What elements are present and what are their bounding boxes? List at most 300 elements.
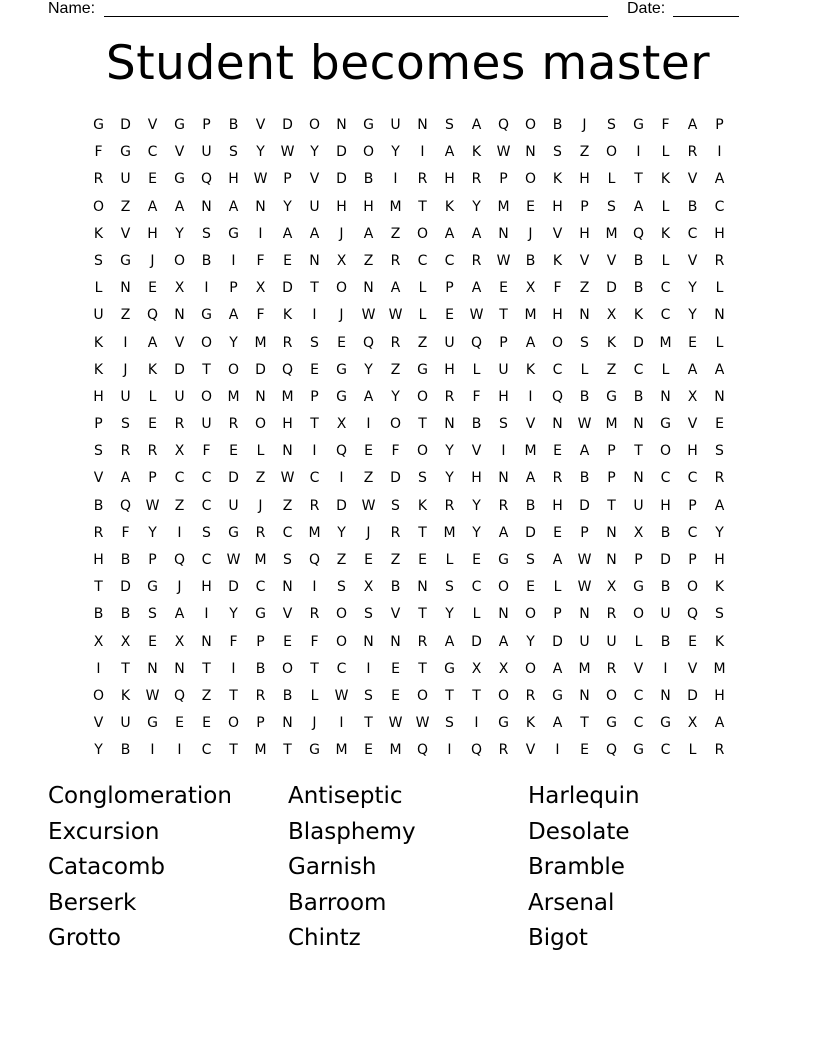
- grid-letter[interactable]: D: [606, 280, 617, 297]
- grid-letter[interactable]: E: [364, 742, 373, 759]
- grid-letter[interactable]: P: [607, 443, 616, 460]
- grid-letter[interactable]: N: [498, 225, 509, 242]
- grid-letter[interactable]: Y: [445, 443, 454, 460]
- grid-letter[interactable]: W: [388, 715, 403, 732]
- grid-letter[interactable]: N: [579, 606, 590, 623]
- grid-letter[interactable]: G: [498, 715, 509, 732]
- grid-letter[interactable]: B: [633, 388, 644, 405]
- grid-letter[interactable]: Q: [335, 443, 348, 460]
- grid-letter[interactable]: O: [524, 606, 537, 623]
- grid-letter[interactable]: Y: [688, 280, 697, 297]
- grid-letter[interactable]: N: [417, 579, 428, 596]
- grid-letter[interactable]: K: [147, 361, 158, 378]
- grid-letter[interactable]: N: [255, 388, 266, 405]
- grid-letter[interactable]: Q: [281, 361, 294, 378]
- grid-letter[interactable]: G: [309, 742, 320, 759]
- grid-letter[interactable]: L: [661, 252, 670, 269]
- grid-letter[interactable]: O: [497, 579, 510, 596]
- grid-letter[interactable]: N: [174, 307, 185, 324]
- grid-letter[interactable]: L: [472, 606, 481, 623]
- grid-letter[interactable]: O: [524, 660, 537, 677]
- grid-letter[interactable]: I: [339, 470, 344, 487]
- grid-letter[interactable]: O: [389, 416, 402, 433]
- grid-letter[interactable]: N: [255, 198, 266, 215]
- grid-letter[interactable]: J: [258, 497, 263, 514]
- grid-letter[interactable]: E: [580, 742, 589, 759]
- grid-letter[interactable]: J: [528, 225, 533, 242]
- grid-letter[interactable]: N: [579, 307, 590, 324]
- grid-letter[interactable]: Y: [175, 225, 184, 242]
- grid-letter[interactable]: K: [120, 687, 131, 704]
- grid-letter[interactable]: S: [715, 606, 724, 623]
- grid-letter[interactable]: D: [687, 687, 698, 704]
- grid-letter[interactable]: A: [525, 470, 536, 487]
- grid-letter[interactable]: W: [469, 307, 484, 324]
- grid-letter[interactable]: N: [714, 307, 725, 324]
- grid-letter[interactable]: N: [282, 715, 293, 732]
- grid-letter[interactable]: R: [471, 171, 482, 188]
- grid-letter[interactable]: C: [714, 198, 725, 215]
- grid-letter[interactable]: M: [389, 198, 402, 215]
- grid-letter[interactable]: G: [633, 117, 644, 133]
- grid-letter[interactable]: S: [499, 416, 508, 433]
- grid-letter[interactable]: O: [227, 715, 240, 732]
- grid-letter[interactable]: R: [687, 144, 698, 161]
- grid-letter[interactable]: S: [364, 606, 373, 623]
- grid-letter[interactable]: P: [553, 606, 562, 623]
- grid-letter[interactable]: A: [363, 225, 374, 242]
- grid-letter[interactable]: T: [283, 742, 292, 759]
- grid-letter[interactable]: T: [418, 524, 427, 541]
- grid-letter[interactable]: L: [661, 198, 670, 215]
- grid-letter[interactable]: V: [687, 171, 698, 188]
- grid-letter[interactable]: B: [282, 687, 293, 704]
- grid-letter[interactable]: R: [390, 252, 401, 269]
- grid-letter[interactable]: Q: [686, 606, 699, 623]
- grid-letter[interactable]: D: [120, 579, 131, 596]
- grid-letter[interactable]: N: [525, 144, 536, 161]
- grid-letter[interactable]: O: [362, 144, 375, 161]
- grid-letter[interactable]: C: [282, 524, 293, 541]
- grid-letter[interactable]: Q: [551, 388, 564, 405]
- grid-letter[interactable]: H: [660, 497, 671, 514]
- grid-letter[interactable]: N: [552, 416, 563, 433]
- grid-letter[interactable]: T: [94, 579, 103, 596]
- grid-letter[interactable]: R: [417, 633, 428, 650]
- grid-letter[interactable]: F: [256, 252, 265, 269]
- grid-letter[interactable]: O: [416, 225, 429, 242]
- grid-letter[interactable]: X: [525, 280, 536, 297]
- grid-letter[interactable]: H: [552, 198, 563, 215]
- grid-letter[interactable]: M: [254, 334, 267, 351]
- grid-letter[interactable]: W: [577, 579, 592, 596]
- grid-letter[interactable]: G: [498, 552, 509, 568]
- grid-letter[interactable]: F: [121, 524, 130, 541]
- grid-letter[interactable]: Q: [470, 742, 483, 759]
- grid-letter[interactable]: S: [202, 524, 211, 541]
- grid-letter[interactable]: M: [308, 524, 321, 541]
- grid-letter[interactable]: O: [200, 388, 213, 405]
- grid-letter[interactable]: P: [148, 470, 157, 487]
- grid-letter[interactable]: Q: [173, 552, 186, 568]
- grid-letter[interactable]: A: [714, 497, 725, 514]
- grid-letter[interactable]: C: [660, 470, 671, 487]
- grid-letter[interactable]: C: [201, 742, 212, 759]
- grid-letter[interactable]: R: [282, 334, 293, 351]
- grid-letter[interactable]: X: [606, 307, 617, 324]
- grid-letter[interactable]: U: [120, 715, 131, 732]
- grid-letter[interactable]: W: [361, 497, 376, 514]
- grid-letter[interactable]: P: [499, 334, 508, 351]
- grid-letter[interactable]: Q: [200, 171, 213, 188]
- grid-letter[interactable]: I: [231, 660, 236, 677]
- grid-letter[interactable]: R: [255, 687, 266, 704]
- grid-letter[interactable]: A: [147, 198, 158, 215]
- grid-letter[interactable]: U: [93, 307, 104, 324]
- grid-letter[interactable]: B: [552, 117, 563, 133]
- grid-letter[interactable]: I: [663, 660, 668, 677]
- grid-letter[interactable]: C: [201, 470, 212, 487]
- grid-letter[interactable]: P: [445, 280, 454, 297]
- grid-letter[interactable]: K: [525, 715, 536, 732]
- grid-letter[interactable]: E: [175, 715, 184, 732]
- grid-letter[interactable]: Q: [605, 742, 618, 759]
- grid-letter[interactable]: B: [687, 198, 698, 215]
- name-blank-line[interactable]: [104, 16, 608, 17]
- grid-letter[interactable]: C: [201, 497, 212, 514]
- grid-letter[interactable]: P: [310, 388, 319, 405]
- grid-letter[interactable]: C: [417, 252, 428, 269]
- grid-letter[interactable]: P: [148, 552, 157, 568]
- grid-letter[interactable]: N: [390, 633, 401, 650]
- grid-letter[interactable]: T: [580, 715, 589, 732]
- grid-letter[interactable]: M: [524, 307, 537, 324]
- grid-letter[interactable]: E: [148, 280, 157, 297]
- grid-letter[interactable]: G: [660, 416, 671, 433]
- grid-letter[interactable]: V: [93, 715, 104, 732]
- grid-letter[interactable]: L: [256, 443, 265, 460]
- grid-letter[interactable]: M: [497, 198, 510, 215]
- grid-letter[interactable]: C: [687, 524, 698, 541]
- grid-letter[interactable]: J: [366, 524, 371, 541]
- grid-letter[interactable]: R: [552, 470, 563, 487]
- grid-letter[interactable]: A: [714, 361, 725, 378]
- grid-letter[interactable]: A: [147, 334, 158, 351]
- grid-letter[interactable]: N: [606, 552, 617, 568]
- grid-letter[interactable]: O: [605, 144, 618, 161]
- grid-letter[interactable]: E: [148, 416, 157, 433]
- grid-letter[interactable]: V: [255, 117, 266, 133]
- grid-letter[interactable]: L: [418, 307, 427, 324]
- grid-letter[interactable]: H: [687, 443, 698, 460]
- grid-letter[interactable]: Z: [417, 334, 428, 351]
- grid-letter[interactable]: K: [660, 225, 671, 242]
- grid-letter[interactable]: A: [228, 198, 239, 215]
- grid-letter[interactable]: I: [339, 715, 344, 732]
- grid-letter[interactable]: O: [497, 687, 510, 704]
- grid-letter[interactable]: I: [150, 742, 155, 759]
- date-blank-line[interactable]: [673, 16, 739, 17]
- grid-letter[interactable]: C: [174, 470, 185, 487]
- grid-letter[interactable]: E: [445, 307, 454, 324]
- grid-letter[interactable]: C: [444, 252, 455, 269]
- grid-letter[interactable]: F: [310, 633, 319, 650]
- grid-letter[interactable]: G: [417, 361, 428, 378]
- grid-letter[interactable]: F: [256, 307, 265, 324]
- grid-letter[interactable]: L: [580, 361, 589, 378]
- grid-letter[interactable]: Q: [416, 742, 429, 759]
- grid-letter[interactable]: E: [310, 361, 319, 378]
- grid-letter[interactable]: Y: [526, 633, 535, 650]
- grid-letter[interactable]: A: [228, 307, 239, 324]
- grid-letter[interactable]: E: [364, 552, 373, 568]
- grid-letter[interactable]: S: [553, 144, 562, 161]
- grid-letter[interactable]: S: [229, 144, 238, 161]
- grid-letter[interactable]: M: [713, 660, 726, 677]
- grid-letter[interactable]: R: [606, 606, 617, 623]
- grid-letter[interactable]: D: [471, 633, 482, 650]
- grid-letter[interactable]: Y: [445, 606, 454, 623]
- grid-letter[interactable]: Y: [472, 524, 481, 541]
- grid-letter[interactable]: N: [444, 416, 455, 433]
- grid-letter[interactable]: C: [687, 470, 698, 487]
- grid-letter[interactable]: D: [390, 470, 401, 487]
- grid-letter[interactable]: A: [498, 524, 509, 541]
- grid-letter[interactable]: M: [335, 742, 348, 759]
- grid-letter[interactable]: V: [525, 742, 536, 759]
- grid-letter[interactable]: K: [444, 198, 455, 215]
- grid-letter[interactable]: Q: [362, 334, 375, 351]
- grid-letter[interactable]: Y: [310, 144, 319, 161]
- grid-letter[interactable]: R: [390, 334, 401, 351]
- grid-letter[interactable]: H: [579, 171, 590, 188]
- grid-letter[interactable]: O: [416, 687, 429, 704]
- grid-letter[interactable]: Y: [715, 524, 724, 541]
- grid-letter[interactable]: C: [471, 579, 482, 596]
- grid-letter[interactable]: A: [444, 633, 455, 650]
- grid-letter[interactable]: G: [93, 117, 104, 133]
- grid-letter[interactable]: R: [93, 524, 104, 541]
- grid-letter[interactable]: X: [174, 633, 185, 650]
- grid-letter[interactable]: N: [498, 606, 509, 623]
- grid-letter[interactable]: V: [93, 470, 104, 487]
- grid-letter[interactable]: X: [687, 715, 698, 732]
- grid-letter[interactable]: Y: [94, 742, 103, 759]
- grid-letter[interactable]: K: [552, 171, 563, 188]
- grid-letter[interactable]: G: [633, 742, 644, 759]
- grid-letter[interactable]: R: [309, 606, 320, 623]
- grid-letter[interactable]: R: [147, 443, 158, 460]
- grid-letter[interactable]: T: [202, 361, 211, 378]
- grid-letter[interactable]: W: [226, 552, 241, 568]
- grid-letter[interactable]: H: [444, 361, 455, 378]
- grid-letter[interactable]: A: [444, 225, 455, 242]
- grid-letter[interactable]: I: [447, 742, 452, 759]
- grid-letter[interactable]: T: [364, 715, 373, 732]
- grid-letter[interactable]: E: [526, 198, 535, 215]
- grid-letter[interactable]: I: [420, 144, 425, 161]
- grid-letter[interactable]: T: [607, 497, 616, 514]
- grid-letter[interactable]: E: [553, 443, 562, 460]
- grid-letter[interactable]: T: [418, 606, 427, 623]
- grid-letter[interactable]: R: [93, 171, 104, 188]
- grid-letter[interactable]: A: [579, 443, 590, 460]
- grid-letter[interactable]: D: [228, 579, 239, 596]
- grid-letter[interactable]: D: [525, 524, 536, 541]
- grid-letter[interactable]: S: [202, 225, 211, 242]
- grid-letter[interactable]: O: [200, 334, 213, 351]
- grid-letter[interactable]: C: [687, 225, 698, 242]
- grid-letter[interactable]: G: [552, 687, 563, 704]
- grid-letter[interactable]: H: [363, 198, 374, 215]
- grid-letter[interactable]: M: [443, 524, 456, 541]
- grid-letter[interactable]: K: [552, 252, 563, 269]
- grid-letter[interactable]: O: [335, 606, 348, 623]
- grid-letter[interactable]: U: [444, 334, 455, 351]
- grid-letter[interactable]: D: [579, 497, 590, 514]
- grid-letter[interactable]: D: [552, 633, 563, 650]
- grid-letter[interactable]: R: [120, 443, 131, 460]
- grid-letter[interactable]: B: [93, 606, 104, 623]
- grid-letter[interactable]: Z: [336, 552, 347, 568]
- grid-letter[interactable]: R: [255, 524, 266, 541]
- grid-letter[interactable]: E: [337, 334, 346, 351]
- grid-letter[interactable]: N: [633, 416, 644, 433]
- grid-letter[interactable]: S: [310, 334, 319, 351]
- grid-letter[interactable]: B: [120, 606, 131, 623]
- grid-letter[interactable]: K: [93, 361, 104, 378]
- grid-letter[interactable]: M: [254, 552, 267, 568]
- grid-letter[interactable]: U: [309, 198, 320, 215]
- grid-letter[interactable]: C: [660, 280, 671, 297]
- grid-letter[interactable]: S: [283, 552, 292, 568]
- grid-letter[interactable]: G: [120, 144, 131, 161]
- grid-letter[interactable]: D: [282, 280, 293, 297]
- grid-letter[interactable]: M: [605, 225, 618, 242]
- grid-letter[interactable]: S: [94, 252, 103, 269]
- grid-letter[interactable]: H: [336, 198, 347, 215]
- grid-letter[interactable]: G: [444, 660, 455, 677]
- grid-letter[interactable]: P: [229, 280, 238, 297]
- grid-letter[interactable]: I: [717, 144, 722, 161]
- grid-letter[interactable]: D: [228, 470, 239, 487]
- grid-letter[interactable]: J: [339, 307, 344, 324]
- grid-letter[interactable]: B: [201, 252, 212, 269]
- grid-letter[interactable]: W: [496, 252, 511, 269]
- grid-letter[interactable]: L: [715, 334, 724, 351]
- grid-letter[interactable]: D: [282, 117, 293, 133]
- grid-letter[interactable]: V: [552, 225, 563, 242]
- grid-letter[interactable]: Q: [470, 334, 483, 351]
- grid-letter[interactable]: O: [173, 252, 186, 269]
- grid-letter[interactable]: H: [471, 470, 482, 487]
- grid-letter[interactable]: I: [177, 742, 182, 759]
- grid-letter[interactable]: A: [471, 117, 482, 133]
- grid-letter[interactable]: V: [471, 443, 482, 460]
- grid-letter[interactable]: N: [579, 687, 590, 704]
- grid-letter[interactable]: V: [687, 252, 698, 269]
- grid-letter[interactable]: Z: [390, 225, 401, 242]
- grid-letter[interactable]: A: [120, 470, 131, 487]
- grid-letter[interactable]: B: [471, 416, 482, 433]
- grid-letter[interactable]: W: [145, 687, 160, 704]
- grid-letter[interactable]: M: [659, 334, 672, 351]
- grid-letter[interactable]: Z: [363, 252, 374, 269]
- grid-letter[interactable]: D: [120, 117, 131, 133]
- grid-letter[interactable]: G: [174, 117, 185, 133]
- grid-letter[interactable]: B: [660, 524, 671, 541]
- grid-letter[interactable]: L: [607, 171, 616, 188]
- grid-letter[interactable]: I: [501, 443, 506, 460]
- grid-letter[interactable]: B: [633, 252, 644, 269]
- grid-letter[interactable]: T: [499, 307, 508, 324]
- grid-letter[interactable]: X: [336, 252, 347, 269]
- grid-letter[interactable]: D: [174, 361, 185, 378]
- grid-letter[interactable]: D: [660, 552, 671, 568]
- grid-letter[interactable]: V: [390, 606, 401, 623]
- grid-letter[interactable]: S: [94, 443, 103, 460]
- grid-letter[interactable]: O: [524, 171, 537, 188]
- grid-letter[interactable]: S: [391, 497, 400, 514]
- grid-letter[interactable]: G: [201, 307, 212, 324]
- grid-letter[interactable]: Y: [472, 497, 481, 514]
- grid-letter[interactable]: Q: [119, 497, 132, 514]
- grid-letter[interactable]: A: [363, 388, 374, 405]
- grid-letter[interactable]: O: [605, 687, 618, 704]
- grid-letter[interactable]: O: [416, 388, 429, 405]
- grid-letter[interactable]: X: [120, 633, 131, 650]
- grid-letter[interactable]: P: [283, 171, 292, 188]
- grid-letter[interactable]: K: [93, 225, 104, 242]
- grid-letter[interactable]: S: [445, 117, 454, 133]
- grid-letter[interactable]: N: [174, 660, 185, 677]
- grid-letter[interactable]: U: [579, 633, 590, 650]
- grid-letter[interactable]: U: [120, 388, 131, 405]
- grid-letter[interactable]: Q: [497, 117, 510, 133]
- grid-letter[interactable]: F: [202, 443, 211, 460]
- grid-letter[interactable]: A: [633, 198, 644, 215]
- grid-letter[interactable]: B: [525, 252, 536, 269]
- grid-letter[interactable]: V: [282, 606, 293, 623]
- grid-letter[interactable]: A: [174, 606, 185, 623]
- grid-letter[interactable]: E: [553, 524, 562, 541]
- grid-letter[interactable]: E: [148, 633, 157, 650]
- grid-letter[interactable]: P: [688, 497, 697, 514]
- grid-letter[interactable]: Z: [255, 470, 266, 487]
- grid-letter[interactable]: G: [147, 715, 158, 732]
- grid-letter[interactable]: K: [417, 497, 428, 514]
- grid-letter[interactable]: X: [471, 660, 482, 677]
- grid-letter[interactable]: C: [552, 361, 563, 378]
- grid-letter[interactable]: H: [282, 416, 293, 433]
- grid-letter[interactable]: A: [498, 633, 509, 650]
- grid-letter[interactable]: X: [633, 524, 644, 541]
- grid-letter[interactable]: A: [552, 660, 563, 677]
- grid-letter[interactable]: O: [551, 334, 564, 351]
- grid-letter[interactable]: B: [525, 497, 536, 514]
- grid-letter[interactable]: F: [472, 388, 481, 405]
- grid-letter[interactable]: X: [498, 660, 509, 677]
- grid-letter[interactable]: F: [94, 144, 103, 161]
- grid-letter[interactable]: X: [174, 443, 185, 460]
- grid-letter[interactable]: S: [580, 334, 589, 351]
- grid-letter[interactable]: C: [633, 715, 644, 732]
- grid-letter[interactable]: G: [147, 579, 158, 596]
- grid-letter[interactable]: H: [93, 388, 104, 405]
- grid-letter[interactable]: F: [553, 280, 562, 297]
- grid-letter[interactable]: N: [120, 280, 131, 297]
- grid-letter[interactable]: Y: [391, 144, 400, 161]
